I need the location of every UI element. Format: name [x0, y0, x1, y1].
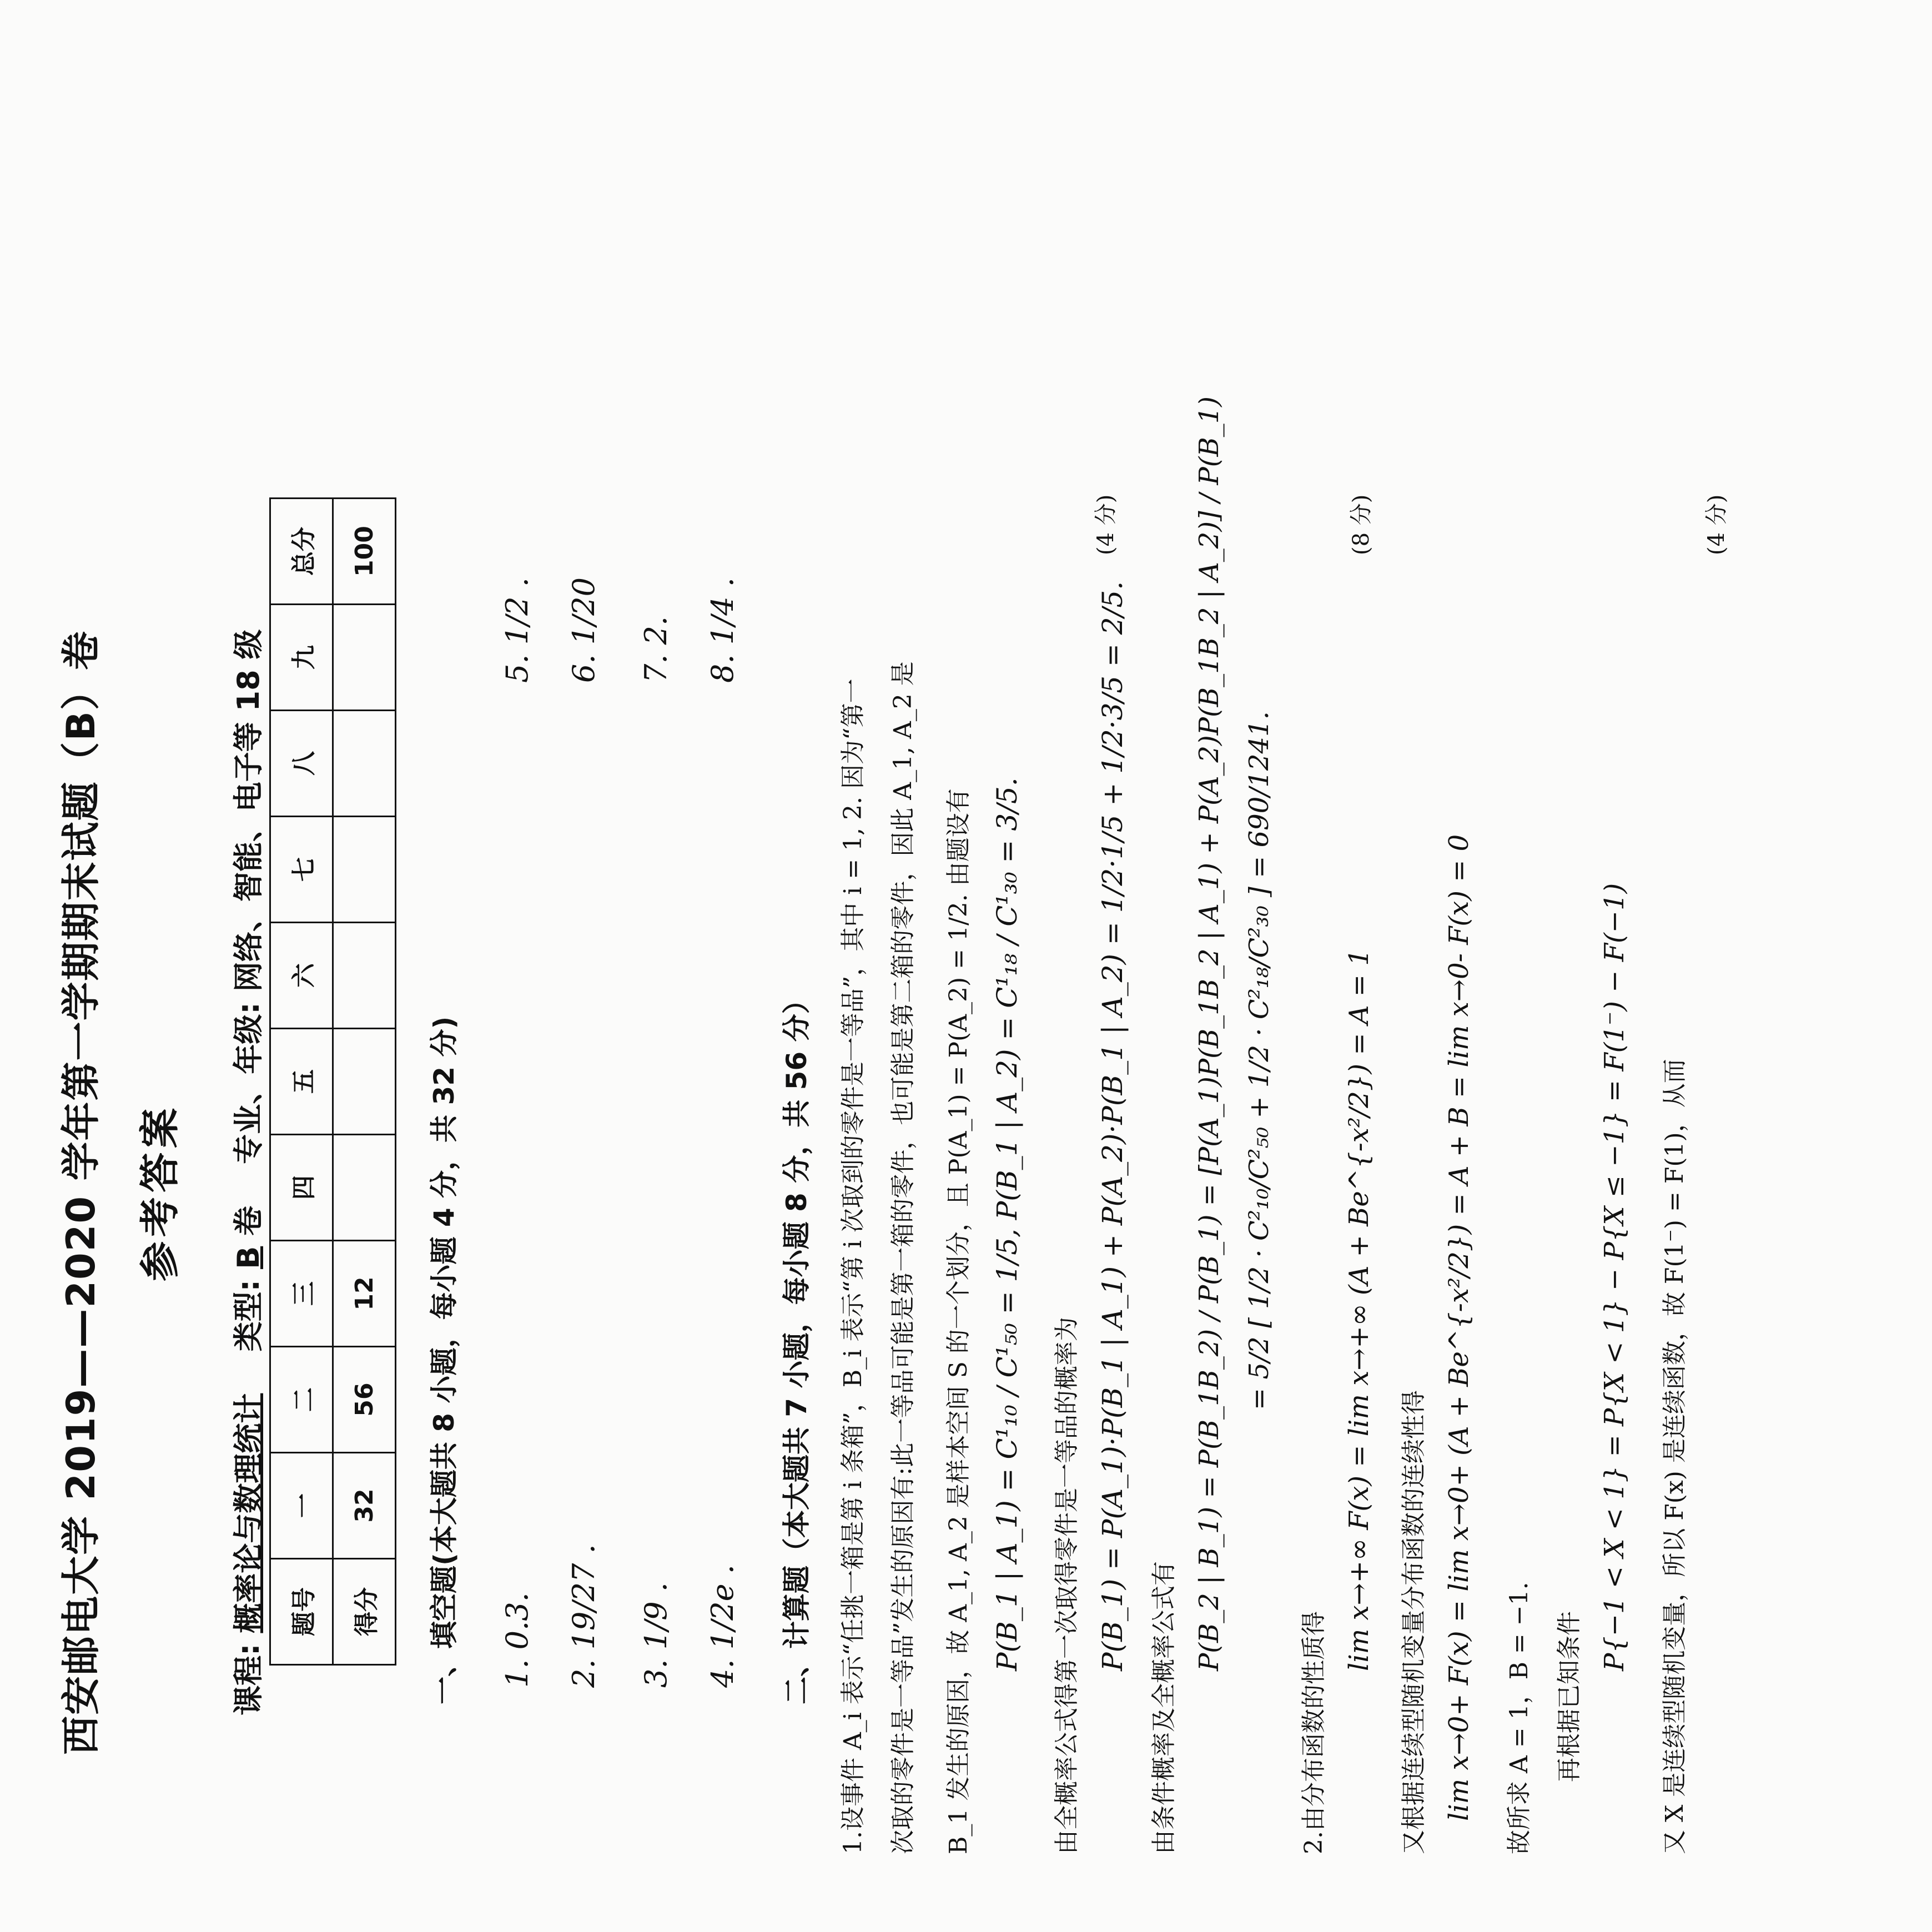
solution-line: P(B_1) = P(A_1)·P(B_1 | A_1) + P(A_2)·P(B_1 | A_2) = 1/2·1/5 + 1/2·3/5 = 2/5.: [1096, 581, 1129, 1671]
table-cell: [333, 1029, 396, 1135]
solution-line: P(B_1 | A_1) = C¹₁₀ / C¹₅₀ = 1/5, P(B_1 | A_2) = C¹₁₈ / C¹₃₀ = 3/5.: [991, 777, 1023, 1671]
answer-4: 4. 1/2e .: [705, 1564, 740, 1688]
course-name: 概率论与数理统计: [231, 1393, 266, 1633]
solution-line: lim x→+∞ F(x) = lim x→+∞ (A + Be^{-x²/2}) = A = 1: [1344, 949, 1375, 1671]
answer-2: 2. 19/27 .: [566, 1544, 601, 1688]
section1-heading: 一、填空题(本大题共 8 小题，每小题 4 分，共 32 分): [428, 1016, 460, 1704]
table-cell: [333, 711, 396, 817]
score-table: [269, 497, 396, 1666]
solution-line: P(B_2 | B_1) = P(B_1B_2) / P(B_1) = [P(A_1)P(B_1B_2 | A_1) + P(A_2)P(B_1B_2 | A_2)] / P(B_1): [1194, 396, 1225, 1671]
solution-line: 又 X 是连续型随机变量，所以 F(x) 是连续函数，故 F(1⁻) = F(1)，从而: [1661, 1059, 1689, 1854]
table-cell: 九: [270, 605, 333, 711]
table-cell: 七: [270, 817, 333, 923]
answer-1: 1. 0.3.: [500, 1592, 535, 1688]
type-suffix: 卷: [231, 1205, 266, 1236]
points-label: (8 分): [1349, 494, 1374, 555]
solution-line: 又根据连续型随机变量分布函数的连续性得: [1400, 1390, 1428, 1854]
table-cell: [333, 605, 396, 711]
table-cell: 总分: [270, 499, 333, 605]
solution-line: P{−1 < X < 1} = P{X < 1} − P{X ≤ −1} = F(1⁻) − F(−1): [1599, 883, 1630, 1671]
table-row: [270, 499, 333, 1665]
points-label: (4 分): [1704, 494, 1729, 555]
course-label: 课程:: [231, 1643, 266, 1715]
solution-line: lim x→0+ F(x) = lim x→0+ (A + Be^{-x²/2}) = A + B = lim x→0- F(x) = 0: [1443, 834, 1475, 1821]
solution-line: 由全概率公式得第一次取得零件是一等品的概率为: [1053, 1317, 1081, 1854]
page-title: 西安邮电大学 2019——2020 学年第一学期期末试题（B）卷: [58, 630, 104, 1755]
table-cell: 100: [333, 499, 396, 605]
table-cell: 八: [270, 711, 333, 817]
solution-line: = 5/2 [ 1/2 · C²₁₀/C²₅₀ + 1/2 · C²₁₈/C²₃₀ ] = 690/1241.: [1244, 711, 1275, 1410]
table-cell: 三: [270, 1241, 333, 1347]
type-label: 类型:: [231, 1279, 266, 1352]
answer-8: 8. 1/4 .: [705, 577, 740, 683]
solution-line: 故所求 A = 1，B = −1.: [1505, 1582, 1533, 1854]
solution-line: 1.设事件 A_i 表示“任挑一箱是第 i 条箱”，B_i 表示“第 i 次取到的零件是一等品”，其中 i = 1, 2. 因为“第一: [839, 678, 867, 1854]
solution-line: 次取的零件是一等品”发生的原因有:此一等品可能是第一箱的零件，也可能是第二箱的零件，因此 A_1, A_2 是: [889, 661, 917, 1854]
type-value: B: [231, 1246, 266, 1269]
table-cell: 56: [333, 1347, 396, 1453]
solution-line: 再根据已知条件: [1555, 1611, 1583, 1782]
table-cell: 二: [270, 1347, 333, 1453]
table-cell: 题号: [270, 1559, 333, 1665]
answer-6: 6. 1/20: [566, 577, 601, 683]
table-cell: [333, 923, 396, 1029]
answer-3: 3. 1/9 .: [638, 1582, 673, 1688]
table-cell: 一: [270, 1453, 333, 1559]
table-cell: [333, 817, 396, 923]
table-cell: [333, 1135, 396, 1241]
solution-line: B_1 发生的原因，故 A_1, A_2 是样本空间 S 的一个划分，且 P(A_1) = P(A_2) = 1/2. 由题设有: [944, 788, 973, 1854]
answer-sheet: [0, 396, 1932, 1932]
major-label: 专业、年级:: [231, 1002, 266, 1164]
table-cell: 四: [270, 1135, 333, 1241]
table-row: [333, 499, 396, 1665]
major-value: 网络、智能、电子等 18 级: [231, 629, 266, 992]
table-cell: 五: [270, 1029, 333, 1135]
answer-7: 7. 2.: [638, 616, 673, 683]
table-cell: 32: [333, 1453, 396, 1559]
course-info-line: [225, 630, 268, 1715]
table-cell: 六: [270, 923, 333, 1029]
answer-5: 5. 1/2 .: [500, 577, 535, 683]
section2-heading: 二、计算题（本大题共 7 小题，每小题 8 分，共 56 分）: [781, 986, 813, 1704]
table-cell: 12: [333, 1241, 396, 1347]
solution-line: 由条件概率及全概率公式有: [1150, 1561, 1178, 1854]
table-cell: 得分: [333, 1559, 396, 1665]
solution-line: 2.由分布函数的性质得: [1300, 1611, 1328, 1854]
points-label: (4 分): [1093, 494, 1119, 555]
page-subtitle: 参考答案: [137, 1104, 183, 1282]
